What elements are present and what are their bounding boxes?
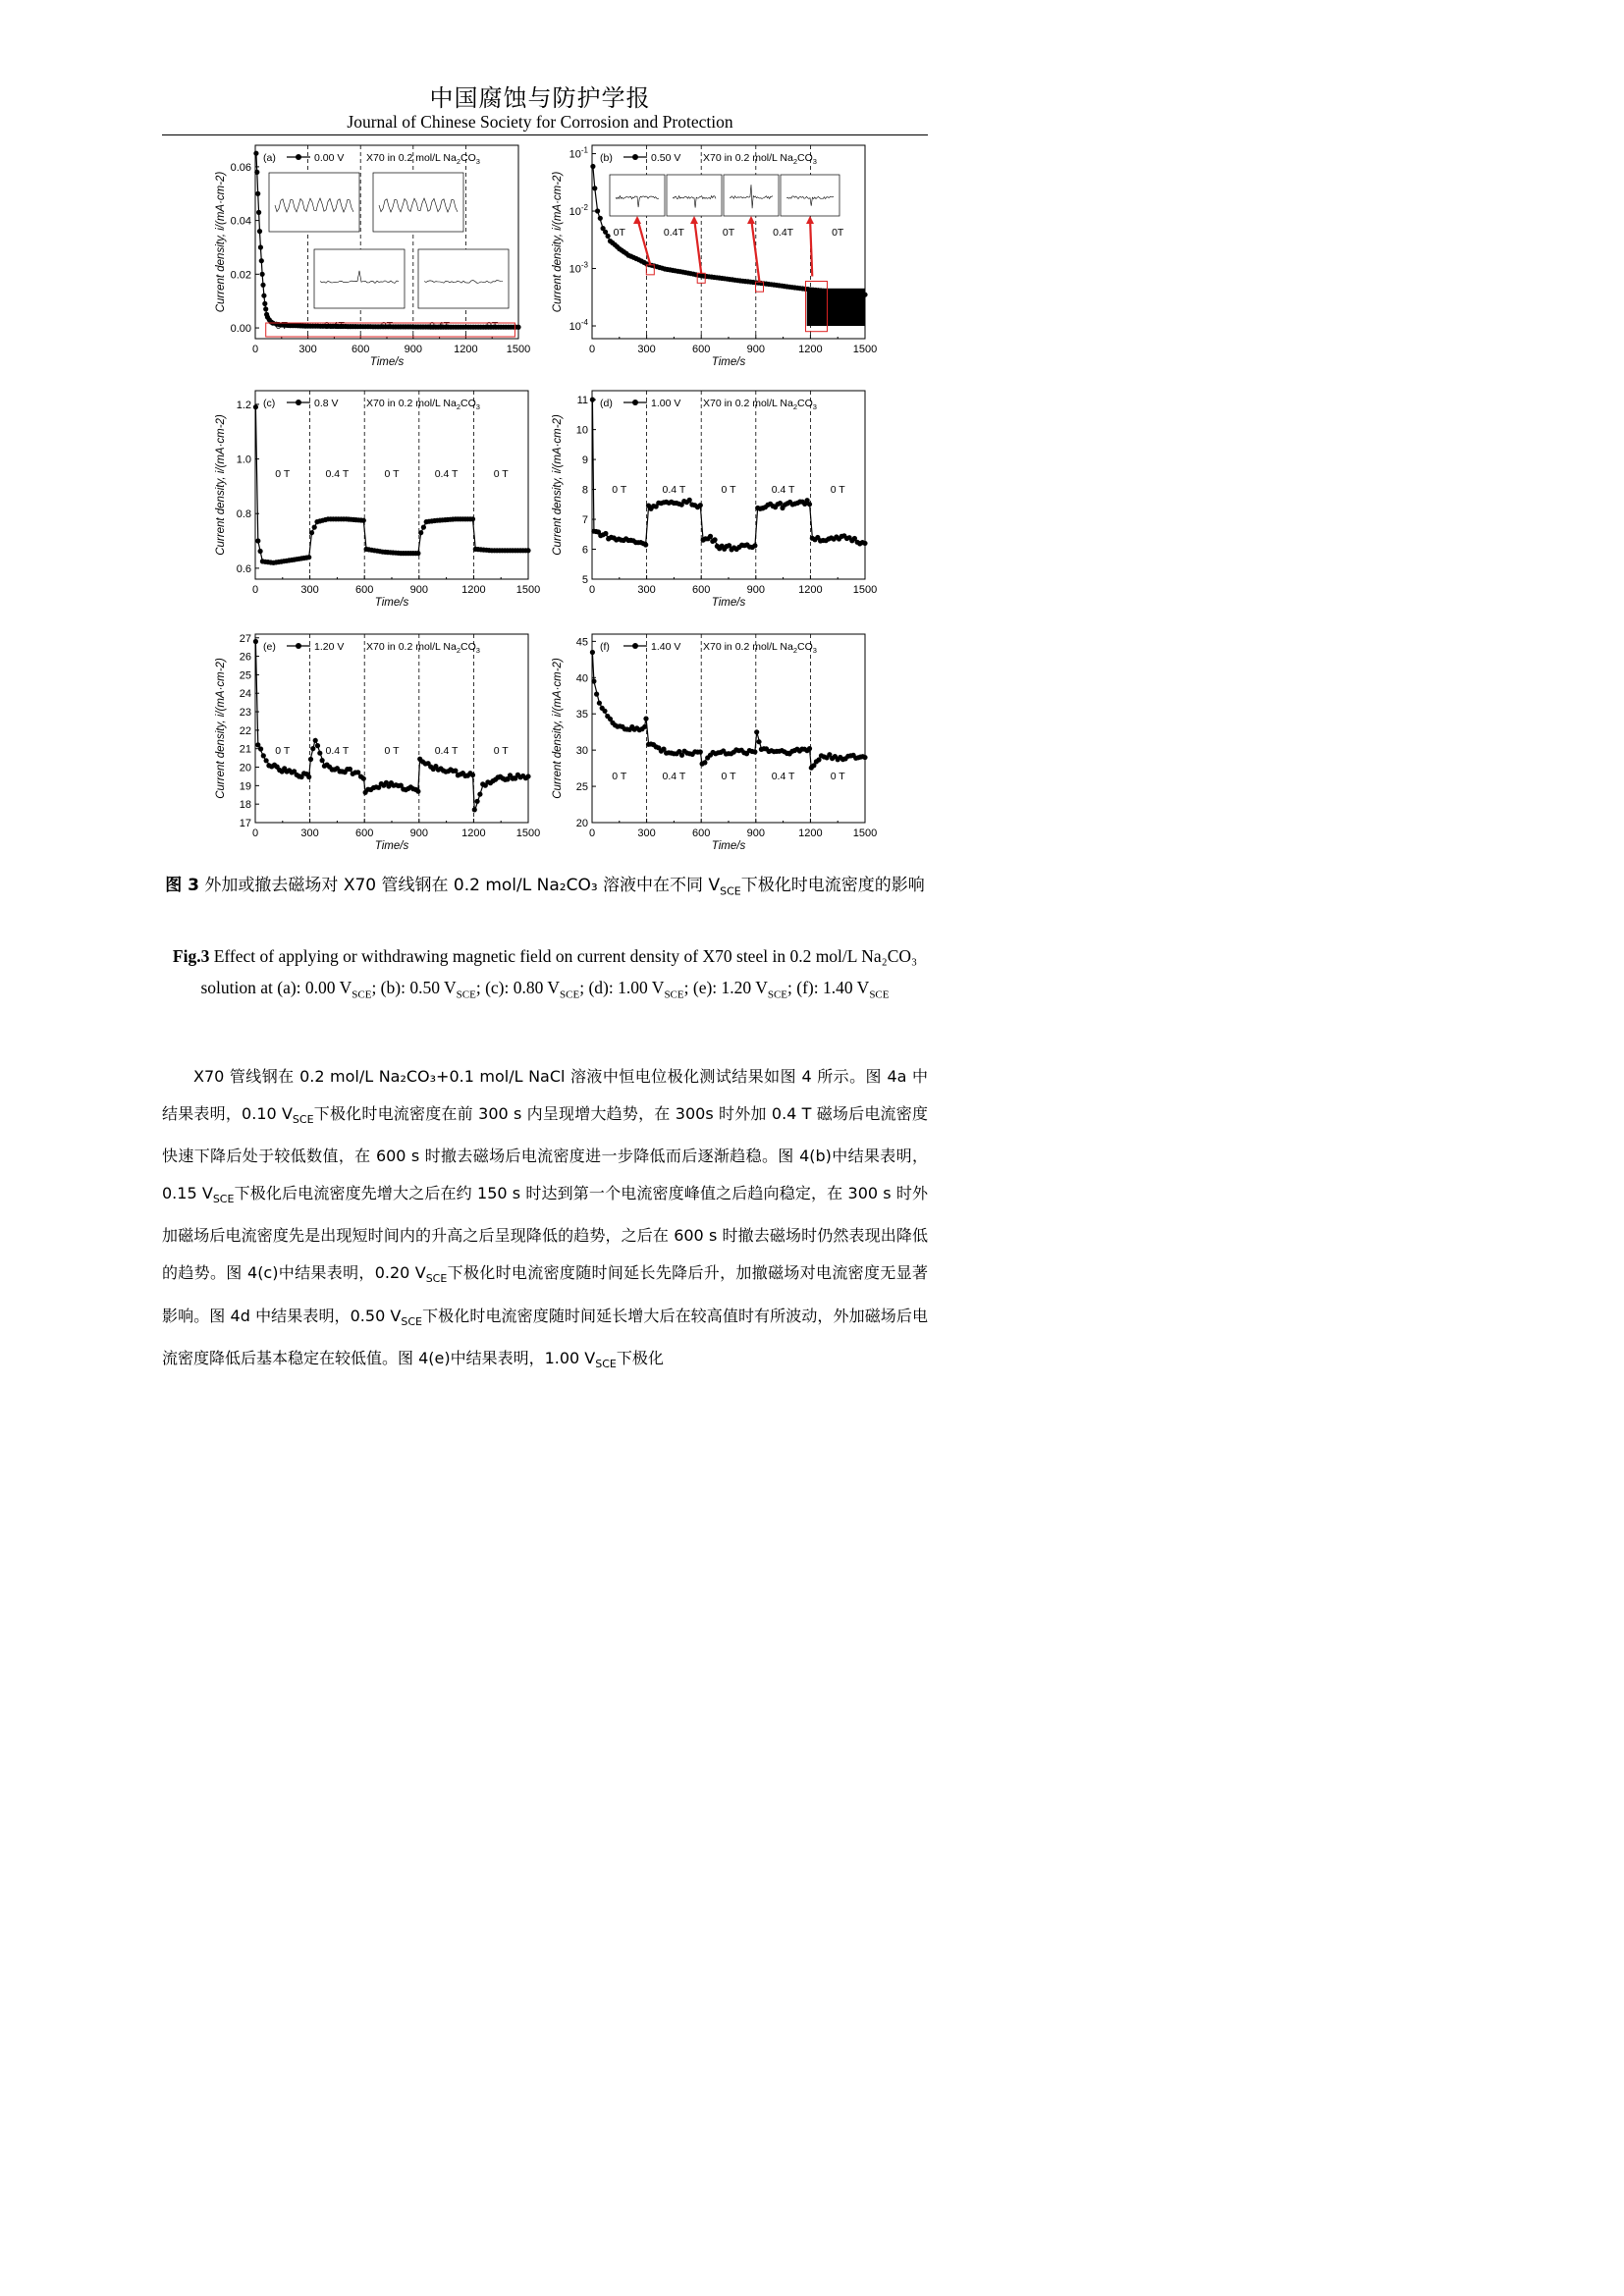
x-tick-label: 600 bbox=[692, 344, 711, 355]
panel-label: (c) bbox=[263, 398, 276, 409]
para-text: 下极化时电流密度随时间延长增大后在较高值时有所波动，外加磁场后电流密度降低后基本稳定在较低值。图 4(e)中结果表明，1.00 V bbox=[162, 1306, 928, 1368]
header-divider bbox=[162, 134, 928, 135]
annotation-text: X70 in 0.2 mol/L $Na_2CO_3$ bbox=[366, 152, 480, 166]
x-axis-label: Time/s bbox=[711, 356, 746, 368]
x-tick-label: 300 bbox=[637, 584, 656, 596]
y-axis-label: Current density, i/(mA·cm-2) bbox=[215, 658, 227, 799]
field-label: 0 T bbox=[275, 468, 291, 480]
y-tick-label: 9 bbox=[581, 454, 588, 467]
y-tick-label: 40 bbox=[575, 672, 588, 685]
data-point bbox=[477, 792, 482, 797]
caption-en-part: ; (c): 0.80 V bbox=[475, 978, 561, 997]
chart-panel-e bbox=[206, 626, 540, 862]
field-label: 0T bbox=[613, 227, 625, 239]
y-tick-label: 0.8 bbox=[236, 508, 251, 521]
field-label: 0.4 T bbox=[662, 484, 686, 496]
x-tick-label: 1500 bbox=[515, 828, 540, 839]
x-tick-label: 1500 bbox=[852, 828, 877, 839]
y-tick-label: $10^{-1}$ bbox=[568, 145, 588, 161]
y-tick-label: 26 bbox=[239, 651, 251, 664]
data-point bbox=[778, 501, 783, 506]
data-point bbox=[590, 650, 595, 655]
panel-label: (d) bbox=[600, 398, 613, 409]
para-text: 下极化时电流密度随时间延长先降后升，加撤磁场对电流密度无显著影响。图 4d 中结果表明，0.50 V bbox=[162, 1262, 928, 1325]
field-label: 0T bbox=[722, 227, 735, 239]
legend-label: 0.8 V bbox=[314, 398, 339, 409]
x-tick-label: 0 bbox=[251, 344, 259, 355]
data-point bbox=[258, 244, 263, 249]
y-tick-label: 10 bbox=[575, 424, 588, 437]
x-tick-label: 300 bbox=[298, 344, 317, 355]
data-point bbox=[642, 724, 647, 729]
data-point bbox=[590, 164, 595, 169]
para-text: 下极化 bbox=[616, 1349, 664, 1368]
legend-label: 1.20 V bbox=[314, 641, 345, 653]
para-text: 下极化时电流密度在前 300 s 内呈现增大趋势，在 300s 时外加 0.4 T 磁场后电流密度快速下降后处于较低数值，在 600 s 时撤去磁场后电流密度进一步降低而后逐渐趋稳。图 4(b)中结果表明，0.15 V bbox=[162, 1103, 928, 1202]
field-label: 0 T bbox=[493, 468, 509, 480]
para-text: X70 管线钢在 0.2 mol/L Na₂CO₃+0.1 mol/L NaCl 溶液中恒电位极化测试结果如图 4 所示。图 4a 中结果表明，0.10 V bbox=[162, 1067, 928, 1123]
y-tick-label: 0.00 bbox=[230, 323, 251, 336]
inset-frame bbox=[610, 175, 665, 216]
data-point bbox=[256, 210, 261, 215]
field-label: 0.4 T bbox=[662, 771, 686, 782]
x-tick-label: 0 bbox=[588, 828, 596, 839]
x-tick-label: 1200 bbox=[461, 828, 486, 839]
data-point bbox=[698, 503, 703, 507]
x-tick-label: 900 bbox=[404, 344, 422, 355]
data-point bbox=[470, 516, 475, 521]
x-tick-label: 0 bbox=[251, 584, 259, 596]
caption-en-sub: SCE bbox=[767, 988, 788, 1001]
inset-plot bbox=[418, 249, 509, 308]
x-tick-label: 600 bbox=[692, 584, 711, 596]
data-point bbox=[525, 774, 530, 778]
field-label: 0T bbox=[832, 227, 844, 239]
x-tick-label: 300 bbox=[637, 344, 656, 355]
field-label: 0 T bbox=[384, 468, 400, 480]
data-point bbox=[254, 170, 259, 175]
legend-marker bbox=[296, 400, 301, 405]
data-point bbox=[862, 541, 867, 546]
figure-caption-en-text: Effect of applying or withdrawing magnetic field on current density of X70 steel in 0.2 mol/L Na₂CO₃ solution at (a): 0.00 V bbox=[200, 946, 918, 997]
data-point bbox=[258, 549, 263, 554]
annotation-text: X70 in 0.2 mol/L $Na_2CO_3$ bbox=[703, 152, 817, 166]
data-point bbox=[361, 776, 366, 781]
x-tick-label: 1200 bbox=[798, 344, 823, 355]
data-point bbox=[862, 755, 867, 760]
chart-panel-d bbox=[543, 383, 877, 618]
inset-plot bbox=[610, 175, 665, 216]
x-tick-label: 0 bbox=[251, 828, 259, 839]
legend-marker bbox=[632, 400, 638, 405]
data-point bbox=[263, 306, 268, 311]
field-label: 0 T bbox=[830, 771, 845, 782]
inset-frame bbox=[781, 175, 839, 216]
y-tick-label: 45 bbox=[575, 636, 588, 649]
data-point bbox=[260, 283, 265, 288]
caption-en-part: ; (e): 1.20 V bbox=[683, 978, 768, 997]
figure-caption-cn-tail: 下极化时电流密度的影响 bbox=[740, 876, 925, 895]
x-tick-label: 900 bbox=[746, 584, 765, 596]
data-point bbox=[260, 272, 265, 277]
x-tick-label: 600 bbox=[352, 344, 370, 355]
field-label: 0.4T bbox=[663, 227, 684, 239]
x-tick-label: 0 bbox=[588, 344, 596, 355]
plot-frame bbox=[255, 634, 528, 823]
legend-label: 0.00 V bbox=[314, 152, 345, 164]
data-point bbox=[261, 753, 266, 758]
legend-label: 1.40 V bbox=[651, 641, 681, 653]
chart-panel-b bbox=[543, 137, 877, 378]
x-tick-label: 1500 bbox=[506, 344, 530, 355]
data-point bbox=[253, 639, 258, 644]
y-tick-label: 20 bbox=[575, 818, 588, 829]
inset-frame bbox=[373, 173, 463, 232]
y-tick-label: 0.04 bbox=[230, 215, 251, 228]
inset-frame bbox=[724, 175, 779, 216]
data-point bbox=[643, 542, 648, 547]
x-tick-label: 1200 bbox=[461, 584, 486, 596]
chart-panel-a bbox=[206, 137, 530, 378]
data-point bbox=[708, 534, 713, 539]
x-tick-label: 900 bbox=[409, 828, 428, 839]
legend-marker bbox=[296, 643, 301, 649]
y-axis-label: Current density, i/(mA·cm-2) bbox=[215, 414, 227, 556]
inset-plot bbox=[373, 173, 463, 232]
inset-plot bbox=[667, 175, 722, 216]
figure-label-cn: 图 3 bbox=[165, 876, 200, 895]
panel-label: (b) bbox=[600, 152, 613, 164]
x-tick-label: 1500 bbox=[852, 344, 877, 355]
caption-en-part: ; (b): 0.50 V bbox=[371, 978, 457, 997]
y-tick-label: $10^{-2}$ bbox=[568, 203, 588, 219]
y-tick-label: 24 bbox=[239, 688, 251, 701]
data-point bbox=[312, 525, 317, 530]
annotation-text: X70 in 0.2 mol/L $Na_2CO_3$ bbox=[366, 398, 480, 411]
x-tick-label: 300 bbox=[637, 828, 656, 839]
field-label: 0 T bbox=[830, 484, 845, 496]
data-point bbox=[606, 234, 611, 239]
data-point bbox=[259, 258, 264, 263]
x-tick-label: 1500 bbox=[852, 584, 877, 596]
data-point bbox=[355, 770, 360, 774]
figure-label-en: Fig.3 bbox=[172, 946, 210, 966]
figure-caption-en bbox=[162, 940, 928, 1011]
data-point bbox=[756, 739, 761, 744]
data-point bbox=[258, 746, 263, 751]
journal-title-cn: 中国腐蚀与防护学报 bbox=[429, 84, 651, 112]
y-tick-label: 25 bbox=[575, 781, 588, 794]
data-point bbox=[310, 746, 315, 751]
x-tick-label: 600 bbox=[355, 584, 374, 596]
data-point bbox=[602, 709, 607, 714]
caption-en-part: ; (f): 1.40 V bbox=[787, 978, 870, 997]
field-label: 0.4 T bbox=[771, 771, 795, 782]
para-sub: SCE bbox=[595, 1358, 617, 1371]
data-point bbox=[421, 525, 426, 530]
x-axis-label: Time/s bbox=[711, 840, 746, 852]
x-tick-label: 1200 bbox=[798, 828, 823, 839]
y-tick-label: 0.6 bbox=[236, 562, 251, 575]
legend-marker bbox=[632, 154, 638, 160]
data-point bbox=[713, 537, 718, 542]
inset-frame bbox=[418, 249, 509, 308]
field-label: 0 T bbox=[275, 745, 291, 757]
caption-en-sub: SCE bbox=[456, 988, 476, 1001]
field-label: 0 T bbox=[384, 745, 400, 757]
x-tick-label: 1200 bbox=[798, 584, 823, 596]
data-point bbox=[309, 530, 314, 535]
data-point bbox=[807, 502, 812, 507]
data-point bbox=[320, 758, 325, 763]
data-point bbox=[595, 208, 600, 213]
data-point bbox=[313, 738, 318, 743]
data-point bbox=[315, 743, 320, 748]
x-axis-label: Time/s bbox=[374, 840, 409, 852]
x-axis-label: Time/s bbox=[711, 597, 746, 609]
y-tick-label: 1.2 bbox=[236, 399, 251, 411]
data-point bbox=[603, 531, 608, 536]
annotation-text: X70 in 0.2 mol/L $Na_2CO_3$ bbox=[703, 398, 817, 411]
y-tick-label: 21 bbox=[239, 743, 251, 756]
inset-plot bbox=[781, 175, 839, 216]
data-point bbox=[590, 398, 595, 402]
figure-caption-cn bbox=[162, 870, 928, 907]
para-text: 下极化后电流密度先增大之后在约 150 s 时达到第一个电流密度峰值之后趋向稳定，在 300 s 时外加磁场后电流密度先是出现短时间内的升高之后呈现降低的趋势，之后在 600 s 时撤去磁场时仍然表现出降低的趋势。图 4(c)中结果表明，0.20 V bbox=[162, 1183, 928, 1282]
para-sub: SCE bbox=[292, 1112, 314, 1126]
para-sub: SCE bbox=[212, 1192, 235, 1205]
data-point bbox=[702, 760, 707, 765]
data-point bbox=[253, 151, 258, 156]
legend-label: 0.50 V bbox=[651, 152, 681, 164]
field-label: 0 T bbox=[612, 771, 627, 782]
y-tick-label: 6 bbox=[581, 544, 588, 557]
inset-plot bbox=[724, 175, 779, 216]
y-tick-label: 8 bbox=[581, 484, 588, 497]
y-tick-label: 30 bbox=[575, 745, 588, 758]
data-point bbox=[698, 749, 703, 754]
y-tick-label: $10^{-4}$ bbox=[568, 318, 588, 334]
data-point bbox=[598, 216, 603, 221]
data-point bbox=[525, 548, 530, 553]
annotation-text: X70 in 0.2 mol/L $Na_2CO_3$ bbox=[366, 641, 480, 655]
x-tick-label: 900 bbox=[746, 828, 765, 839]
data-point bbox=[591, 678, 596, 683]
y-tick-label: 35 bbox=[575, 709, 588, 721]
y-tick-label: 22 bbox=[239, 724, 251, 737]
chart-panel-f bbox=[543, 626, 877, 862]
x-tick-label: 300 bbox=[300, 584, 319, 596]
x-tick-label: 900 bbox=[746, 344, 765, 355]
data-point bbox=[592, 186, 597, 190]
data-point bbox=[306, 774, 311, 779]
data-point bbox=[348, 767, 352, 772]
figure-caption-cn-text: 外加或撤去磁场对 X70 管线钢在 0.2 mol/L Na₂CO₃ 溶液中在不同 V bbox=[204, 876, 721, 895]
field-label: 0.4T bbox=[773, 227, 794, 239]
field-label: 0.4 T bbox=[434, 745, 459, 757]
y-tick-label: 19 bbox=[239, 780, 251, 793]
legend-marker bbox=[632, 643, 638, 649]
data-point bbox=[752, 543, 757, 548]
caption-en-sub: SCE bbox=[560, 988, 580, 1001]
x-tick-label: 1200 bbox=[454, 344, 478, 355]
para-sub: SCE bbox=[401, 1314, 422, 1328]
x-tick-label: 600 bbox=[355, 828, 374, 839]
data-point bbox=[361, 518, 366, 523]
field-label: 0 T bbox=[612, 484, 627, 496]
data-point bbox=[253, 404, 258, 409]
y-tick-label: 0.06 bbox=[230, 161, 251, 174]
journal-title-en: Journal of Chinese Society for Corrosion and Protection bbox=[347, 112, 733, 132]
y-tick-label: 1.0 bbox=[236, 454, 251, 466]
caption-en-part: ; (d): 1.00 V bbox=[579, 978, 665, 997]
inset-frame bbox=[314, 249, 405, 308]
annotation-text: X70 in 0.2 mol/L $Na_2CO_3$ bbox=[703, 641, 817, 655]
y-tick-label: 7 bbox=[581, 514, 588, 527]
oscillation-band bbox=[807, 289, 865, 326]
legend-label: 1.00 V bbox=[651, 398, 681, 409]
y-tick-label: 18 bbox=[239, 799, 251, 812]
x-axis-label: Time/s bbox=[374, 597, 409, 609]
inset-frame bbox=[667, 175, 722, 216]
y-tick-label: 0.02 bbox=[230, 269, 251, 282]
field-label: 0 T bbox=[493, 745, 509, 757]
y-axis-label: Current density, i/(mA·cm-2) bbox=[552, 414, 564, 556]
data-point bbox=[415, 551, 420, 556]
data-point bbox=[594, 692, 599, 697]
x-axis-label: Time/s bbox=[369, 356, 405, 368]
data-point bbox=[257, 229, 262, 234]
data-point bbox=[261, 294, 266, 298]
y-tick-label: 23 bbox=[239, 707, 251, 720]
data-point bbox=[264, 758, 269, 763]
y-axis-label: Current density, i/(mA·cm-2) bbox=[552, 658, 564, 799]
body-paragraph bbox=[162, 1058, 928, 1383]
panel-label: (f) bbox=[600, 641, 610, 653]
y-axis-label: Current density, i/(mA·cm-2) bbox=[215, 171, 227, 313]
data-point bbox=[255, 538, 260, 543]
data-point bbox=[306, 555, 311, 560]
y-tick-label: 27 bbox=[239, 632, 251, 645]
data-point bbox=[472, 807, 477, 812]
data-point bbox=[687, 498, 692, 503]
data-point bbox=[643, 717, 648, 721]
field-label: 0.4 T bbox=[325, 745, 350, 757]
data-point bbox=[754, 729, 759, 734]
inset-frame bbox=[269, 173, 359, 232]
data-point bbox=[255, 191, 260, 196]
data-point bbox=[807, 746, 812, 751]
x-tick-label: 600 bbox=[692, 828, 711, 839]
field-label: 0.4 T bbox=[771, 484, 795, 496]
inset-plot bbox=[314, 249, 405, 308]
y-tick-label: 5 bbox=[581, 574, 588, 586]
data-point bbox=[475, 799, 480, 804]
inset-plot bbox=[269, 173, 359, 232]
panel-label: (e) bbox=[263, 641, 276, 653]
caption-cn-sub: SCE bbox=[720, 884, 741, 898]
data-point bbox=[418, 530, 423, 535]
x-tick-label: 900 bbox=[409, 584, 428, 596]
x-tick-label: 1500 bbox=[515, 584, 540, 596]
para-sub: SCE bbox=[425, 1272, 448, 1286]
data-point bbox=[262, 301, 267, 306]
y-tick-label: 20 bbox=[239, 762, 251, 774]
data-point bbox=[317, 751, 322, 756]
field-label: 0.4 T bbox=[325, 468, 350, 480]
y-axis-label: Current density, i/(mA·cm-2) bbox=[552, 171, 564, 313]
data-point bbox=[597, 701, 602, 706]
y-tick-label: 25 bbox=[239, 669, 251, 682]
y-tick-label: 17 bbox=[239, 818, 251, 829]
data-point bbox=[453, 769, 458, 774]
data-point bbox=[470, 773, 475, 777]
caption-en-sub: SCE bbox=[352, 988, 372, 1001]
field-label: 0.4 T bbox=[434, 468, 459, 480]
y-tick-label: $10^{-3}$ bbox=[568, 260, 588, 276]
data-point bbox=[515, 325, 520, 330]
x-tick-label: 0 bbox=[588, 584, 596, 596]
data-point bbox=[415, 789, 420, 794]
caption-en-sub: SCE bbox=[664, 988, 684, 1001]
legend-marker bbox=[296, 154, 301, 160]
field-label: 0 T bbox=[721, 771, 736, 782]
data-point bbox=[752, 749, 757, 754]
data-point bbox=[308, 757, 313, 762]
y-tick-label: 11 bbox=[576, 395, 588, 407]
x-tick-label: 300 bbox=[300, 828, 319, 839]
panel-label: (a) bbox=[263, 152, 276, 164]
caption-en-sub: SCE bbox=[869, 988, 890, 1001]
field-label: 0 T bbox=[721, 484, 736, 496]
chart-panel-c bbox=[206, 383, 540, 618]
